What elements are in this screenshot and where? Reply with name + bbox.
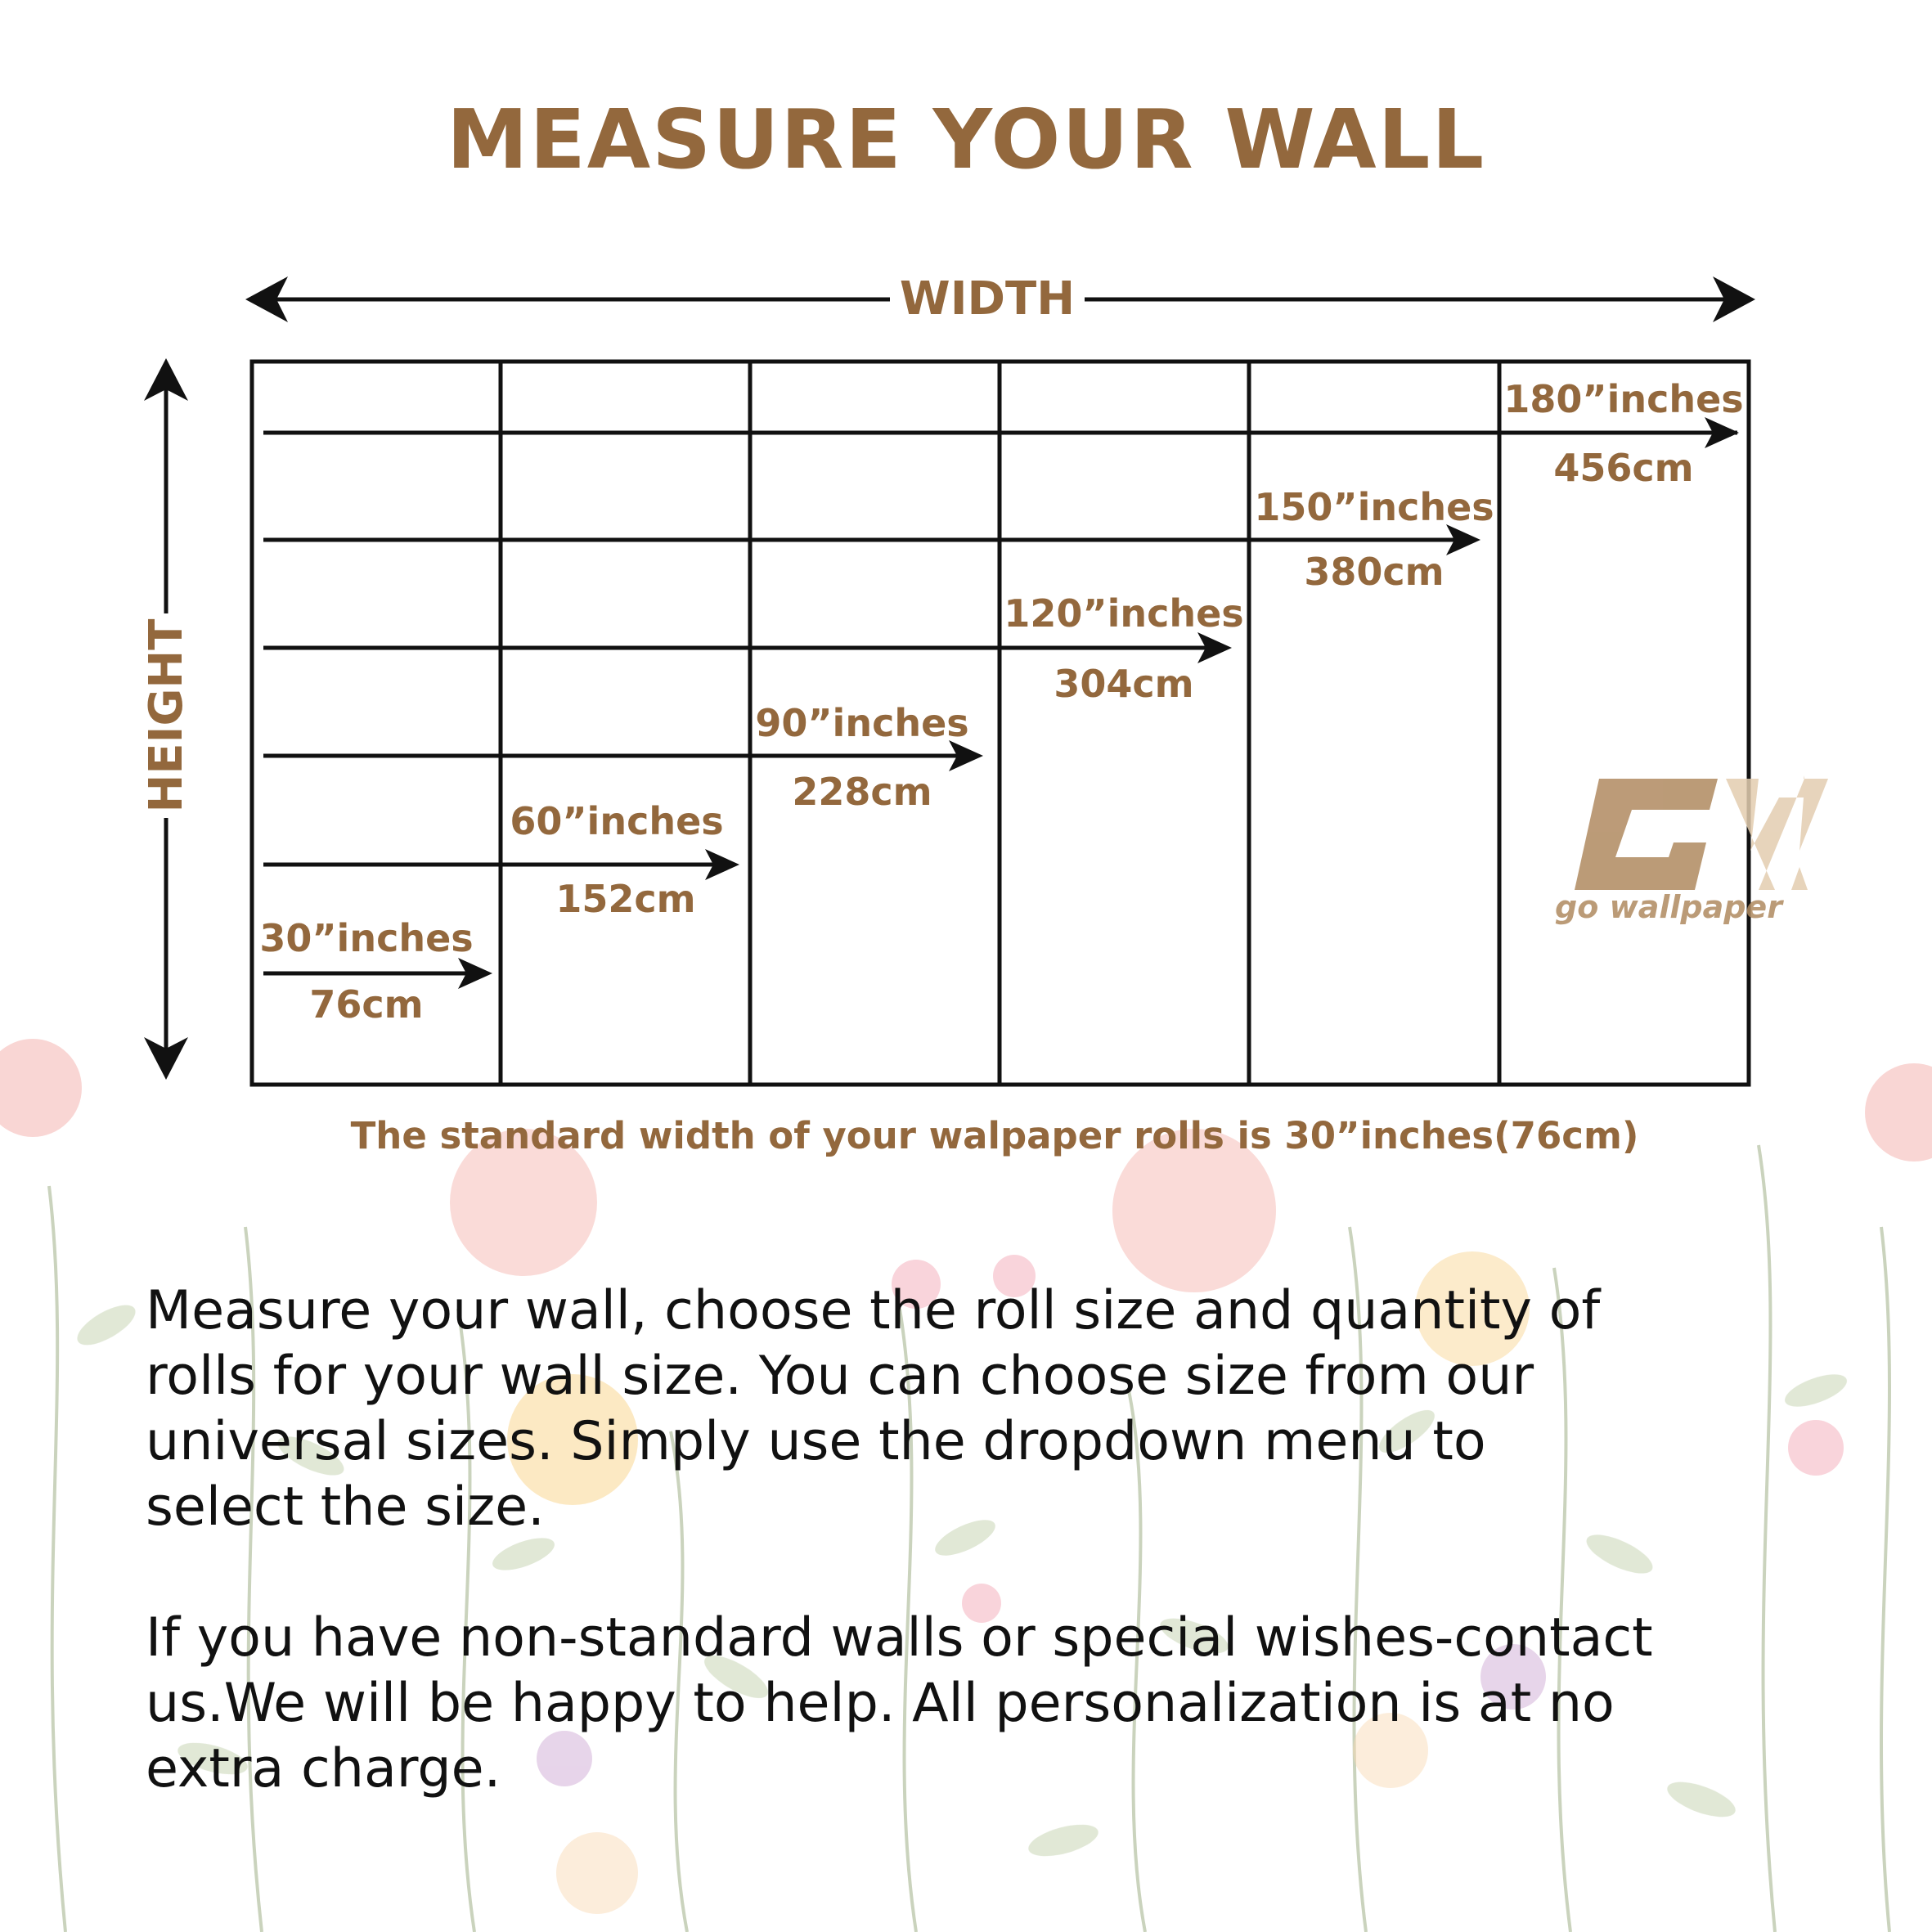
measurement-120 (263, 591, 1244, 706)
measurement-30 (259, 916, 492, 1027)
measurement-cm-label: 304cm (1054, 662, 1194, 706)
measurement-inches-label: 120”inches (1004, 591, 1244, 636)
measurement-inches-label: 90”inches (755, 701, 969, 745)
measurement-inches-label: 60”inches (510, 799, 724, 843)
measurement-150 (263, 485, 1494, 594)
measurement-cm-label: 456cm (1553, 446, 1694, 490)
measurement-cm-label: 228cm (792, 770, 932, 814)
page-title: MEASURE YOUR WALL (446, 92, 1486, 187)
width-label: WIDTH (899, 272, 1076, 326)
measurement-cm-label: 152cm (555, 877, 696, 921)
roll-width-note: The standard width of your walpaper rolls is 30”inches(76cm) (350, 1114, 1639, 1157)
measurement-cm-label: 380cm (1304, 550, 1445, 594)
contact-paragraph: If you have non-standard walls or special wishes-contact us.We will be happy to help. All personalization is at no extra charge. (146, 1607, 1653, 1799)
instruction-paragraph: Measure your wall, choose the roll size and quantity of rolls for your wall size. You can choose size from our universal sizes. Simply use the dropdown menu to select the size. (146, 1280, 1601, 1538)
measurement-cm-label: 76cm (309, 982, 424, 1027)
logo-text: go wallpaper (1555, 889, 1782, 925)
height-dimension (140, 358, 193, 1080)
measurement-90 (263, 701, 983, 814)
height-label: HEIGHT (140, 618, 193, 813)
gw-logo-w-icon (1726, 775, 1828, 890)
measurement-inches-label: 150”inches (1254, 485, 1494, 529)
measurement-inches-label: 180”inches (1503, 377, 1744, 421)
width-dimension (245, 272, 1755, 326)
measurement-inches-label: 30”inches (259, 916, 474, 960)
measurement-180 (263, 377, 1744, 490)
gw-logo-icon (1575, 779, 1718, 890)
go-wallpaper-logo (1555, 775, 1828, 925)
